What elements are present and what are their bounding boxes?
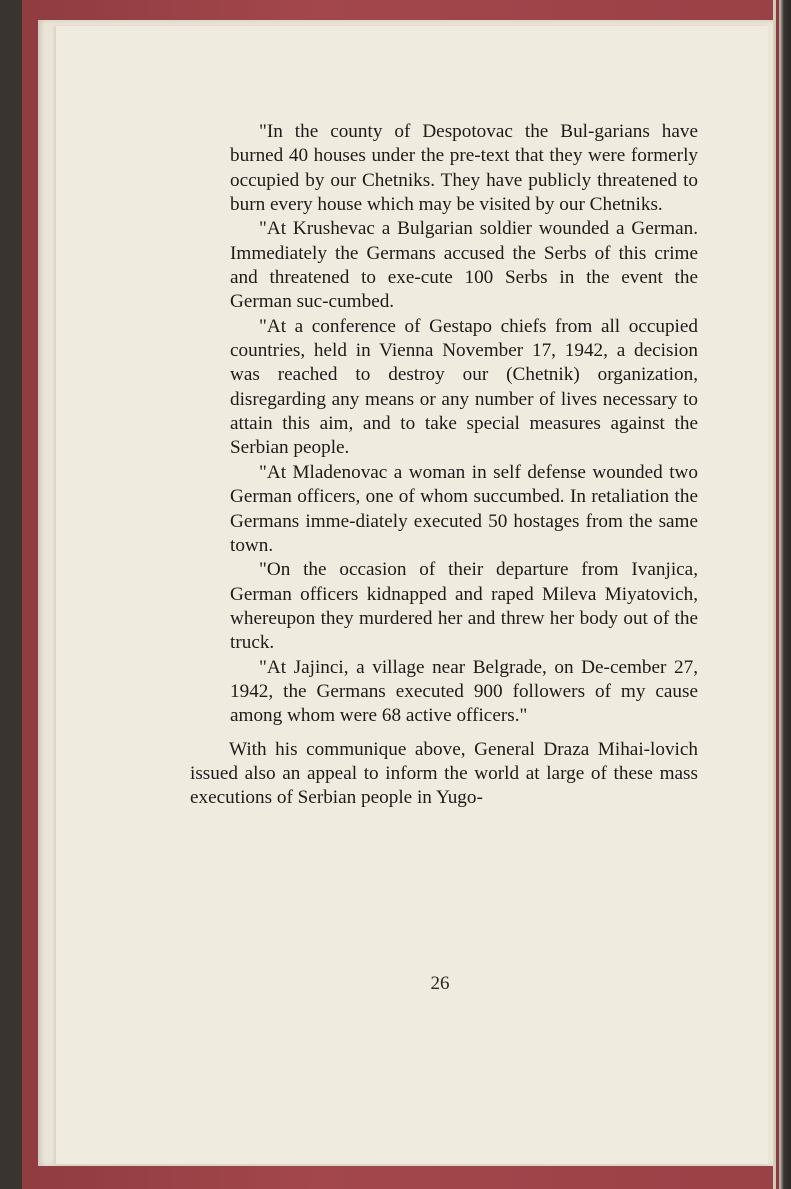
quote-paragraph-2: "At Krushevac a Bulgarian soldier wounded a German. Immediately the Germans accused the Serbs of this crime and threatened to exe-cute 100 Serbs in the event the German suc-cumbed. — [230, 218, 698, 313]
quote-paragraph-5: "On the occasion of their departure from Ivanjica, German officers kidnapped and raped Mileva Miyatovich, whereupon they murdered her and threw her body out of the truck. — [230, 559, 698, 654]
facing-page-edge — [773, 0, 791, 1189]
quote-paragraph-1: "In the county of Despotovac the Bul-garians have burned 40 houses under the pre-text that they were formerly occupied by our Chetniks. They have publicly threatened to burn every house which may be visited by our Chetniks. — [230, 121, 698, 216]
page-number: 26 — [430, 973, 450, 994]
page-text — [190, 120, 698, 811]
quote-paragraph-6: "At Jajinci, a village near Belgrade, on De-cember 27, 1942, the Germans executed 900 followers of my cause among whom were 68 active officers." — [230, 656, 698, 727]
quote-paragraph-3: "At a conference of Gestapo chiefs from all occupied countries, held in Vienna November 17, 1942, a decision was reached to destroy our (Chetnik) organization, disregarding any means or any number of lives necessary to attain this aim, and to take special measures against the Serbian people. — [230, 315, 698, 459]
book-spine-edge — [0, 0, 22, 1189]
quote-paragraph-4: "At Mladenovac a woman in self defense wounded two German officers, one of whom succumbed. In retaliation the Germans imme-diately executed 50 hostages from the same town. — [230, 461, 698, 556]
closing-paragraph: With his communique above, General Draza Mihai-lovich issued also an appeal to inform the world at large of these mass executions of Serbian people in Yugo- — [190, 738, 698, 809]
